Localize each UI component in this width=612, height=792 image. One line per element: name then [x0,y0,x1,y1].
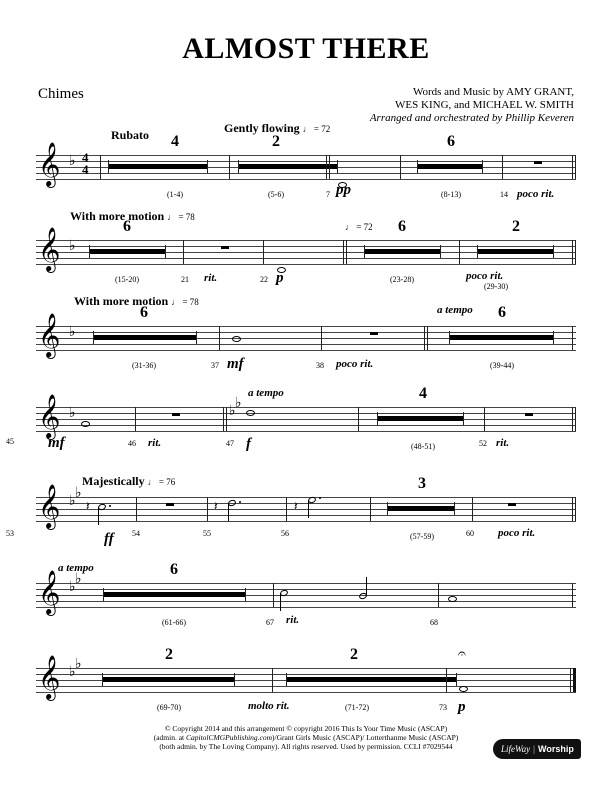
multi-measure-rest [108,164,208,169]
measure-number: 56 [281,529,289,538]
whole-note [448,596,457,602]
flat-icon: ♭ [75,656,82,672]
whole-rest [221,246,229,249]
fermata-icon: 𝄐 [458,646,466,662]
quarter-rest-icon: 𝄽 [86,499,90,513]
expression-marking: a tempo [58,562,94,574]
measure-range: (5-6) [268,190,284,199]
rest-count: 4 [171,133,179,150]
whole-note [81,421,90,427]
rest-count: 3 [418,475,426,492]
rest-count: 6 [447,133,455,150]
note-stem [228,503,229,521]
metronome-mark: ♩ = 78 [171,297,199,307]
quarter-rest-icon: 𝄽 [294,499,298,513]
expression-marking: poco rit. [498,527,536,539]
staff-system-3 [36,304,576,372]
metronome-mark: ♩ = 78 [167,212,195,222]
multi-measure-rest [103,592,246,597]
measure-range: (71-72) [345,703,369,712]
whole-note [232,336,241,342]
measure-number: 53 [6,529,14,538]
logo-separator: | [533,744,535,754]
rest-count: 2 [272,133,280,150]
measure-number: 21 [181,275,189,284]
dot [239,501,241,503]
note-stem [308,500,309,518]
measure-number: 67 [266,618,274,627]
whole-rest [172,413,180,416]
multi-measure-rest [449,335,554,340]
metronome-mark: ♩ = 72 [302,124,331,134]
expression-marking: a tempo [437,304,473,316]
measure-number: 47 [226,439,234,448]
whole-rest [370,332,378,335]
note-stem [98,507,99,525]
expression-marking: rit. [148,437,162,449]
whole-rest [534,161,542,164]
measure-range: (48-51) [411,442,435,451]
staff-system-7 [36,646,576,715]
whole-rest [525,413,533,416]
dynamic-marking: pp [336,182,351,198]
flat-icon: ♭ [69,324,76,340]
measure-range: (61-66) [162,618,186,627]
tempo-marking [111,128,149,143]
whole-note [459,686,468,692]
flat-icon: ♭ [235,395,242,411]
measure-number: 45 [6,437,14,446]
measure-number: 22 [260,275,268,284]
multi-measure-rest [364,249,441,254]
flat-icon: ♭ [69,238,76,254]
dynamic-marking: ff [104,531,114,547]
multi-measure-rest [387,506,455,511]
measure-range: (8-13) [441,190,461,199]
logo-text-lifeway: LifeWay [501,744,531,754]
metronome-mark: ♩ = 72 [345,222,373,232]
expression-marking: rit. [286,614,300,626]
tempo-marking [345,219,373,234]
copyright-line-2: (admin. at CapitolCMGPublishing.com)/Grant Girls Music (ASCAP)/ Lotterthanme Music (ASCAP) [153,733,459,742]
tempo-marking [82,474,175,489]
lifeway-worship-logo [493,739,581,759]
treble-clef-icon: 𝄞 [38,227,61,271]
credits-line-2: WES KING, and MICHAEL W. SMITH [395,99,574,111]
rest-count: 4 [419,385,427,402]
whole-note [246,410,255,416]
measure-range: (31-36) [132,361,156,370]
rest-count: 2 [512,218,520,235]
expression-marking: a tempo [248,387,284,399]
measure-number: 7 [326,190,330,199]
measure-range: (1-4) [167,190,183,199]
note-stem [280,593,281,611]
treble-clef-icon: 𝄞 [38,484,61,528]
time-signature: 4 4 [82,150,89,177]
rest-count: 6 [123,218,131,235]
rest-count: 2 [350,646,358,663]
tempo-text: With more motion [70,209,165,223]
credits-line-1: Words and Music by AMY GRANT, [412,86,574,98]
tempo-text: Gently flowing [224,121,300,135]
credits [370,86,574,125]
flat-icon: ♭ [69,153,76,169]
treble-clef-icon: 𝄞 [38,655,61,699]
dynamic-marking: f [246,436,251,452]
expression-marking: poco rit. [466,270,504,282]
arranger-credit: Arranged and orchestrated by Phillip Keveren [369,112,574,124]
rest-count: 6 [498,304,506,321]
measure-number: 46 [128,439,136,448]
flat-icon: ♭ [229,403,236,419]
copyright-notice [120,724,492,751]
measure-range: (39-44) [490,361,514,370]
multi-measure-rest [238,164,338,169]
whole-rest [166,503,174,506]
copyright-line-3: (both admin. by The Loving Company). All rights reserved. Used by permission. CCLI #7029544 [159,742,453,751]
flat-icon: ♭ [69,405,76,421]
copyright-line-1: © Copyright 2014 and this arrangement © copyright 2016 This Is Your Time Music (ASCAP) [164,724,448,733]
treble-clef-icon: 𝄞 [38,142,61,186]
multi-measure-rest [102,677,235,682]
measure-number: 52 [479,439,487,448]
multi-measure-rest [417,164,483,169]
instrument-name: Chimes [38,86,84,102]
multi-measure-rest [377,416,464,421]
staff-system-6 [36,561,576,627]
multi-measure-rest [286,677,457,682]
flat-icon: ♭ [69,664,76,680]
measure-range: (29-30) [484,282,508,291]
treble-clef-icon: 𝄞 [38,394,61,438]
tempo-text: Majestically [82,474,145,488]
multi-measure-rest [89,249,166,254]
measure-number: 60 [466,529,474,538]
expression-marking: poco rit. [517,188,555,200]
measure-number: 37 [211,361,219,370]
tempo-text: With more motion [74,294,169,308]
measure-range: (15-20) [115,275,139,284]
whole-rest [508,503,516,506]
rest-count: 2 [165,646,173,663]
flat-icon: ♭ [69,579,76,595]
dynamic-marking: mf [48,435,65,451]
quarter-rest-icon: 𝄽 [214,499,218,513]
expression-marking: rit. [204,272,218,284]
treble-clef-icon: 𝄞 [38,570,61,614]
dot [109,505,111,507]
publisher-link: CapitolCMGPublishing.com [186,733,273,742]
tempo-text: Rubato [111,128,150,142]
measure-number: 54 [132,529,140,538]
rest-count: 6 [170,561,178,578]
measure-number: 38 [316,361,324,370]
rest-count: 6 [398,218,406,235]
measure-number: 55 [203,529,211,538]
dot [319,497,321,499]
measure-number: 73 [439,703,447,712]
measure-number: 68 [430,618,438,627]
note-stem [366,577,367,595]
expression-marking: poco rit. [336,358,374,370]
treble-clef-icon: 𝄞 [38,313,61,357]
staff-system-4 [6,385,576,452]
flat-icon: ♭ [69,493,76,509]
multi-measure-rest [93,335,197,340]
dynamic-marking: p [276,270,284,286]
multi-measure-rest [477,249,554,254]
measure-range: (23-28) [390,275,414,284]
dynamic-marking: p [458,699,466,715]
expression-marking: rit. [496,437,510,449]
measure-range: (69-70) [157,703,181,712]
flat-icon: ♭ [75,571,82,587]
measure-range: (57-59) [410,532,434,541]
measure-number: 14 [500,190,508,199]
metronome-mark: ♩ = 76 [147,477,176,487]
logo-text-worship: Worship [537,744,574,754]
dynamic-marking: mf [227,356,244,372]
rest-count: 6 [140,304,148,321]
song-title: ALMOST THERE [182,32,430,65]
flat-icon: ♭ [75,485,82,501]
expression-marking: molto rit. [248,700,290,712]
